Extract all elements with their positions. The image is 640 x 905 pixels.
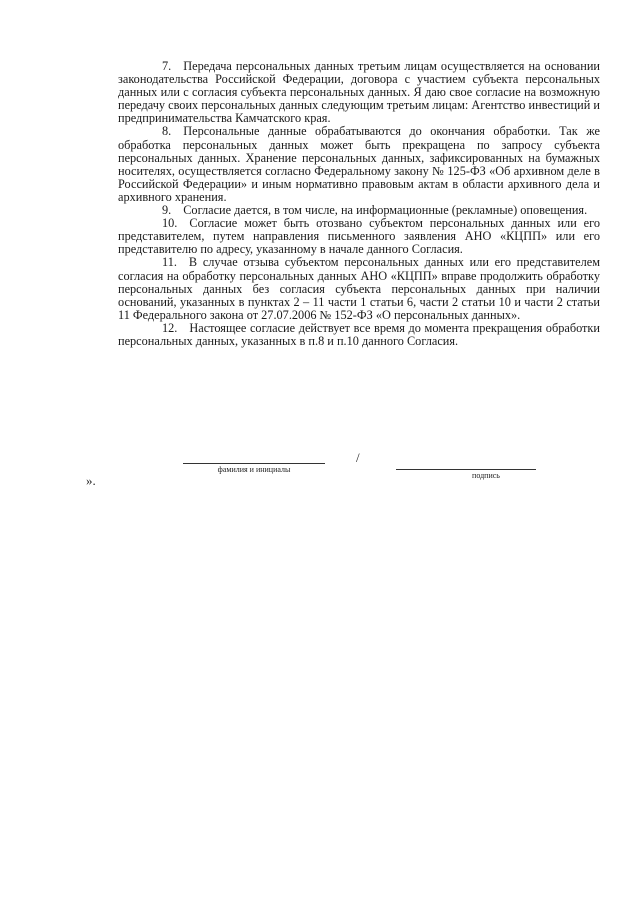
clause-text: Настоящее согласие действует все время до момента прекращения обработки персональных данных, указанных в п.8 и п.10 данного Согласия.: [118, 320, 600, 348]
clause-text: Согласие может быть отозвано субъектом персональных данных или его представителем, путем направления письменного заявления АНО «КЦПП» или его представителю по адресу, указанному в начале данного Согласия.: [118, 216, 600, 257]
clause-8: [118, 125, 600, 204]
closing-quote-mark: ».: [86, 473, 96, 488]
signature-separator: /: [356, 450, 360, 465]
signature-caption: подпись: [472, 471, 500, 480]
clause-text: В случае отзыва субъектом персональных данных или его представителем согласия на обработку персональных данных АНО «КЦПП» вправе продолжить обработку персональных данных без согласия субъекта персональных данных при наличии оснований, указанных в пунктах 2 – 11 части 1 статьи 6, части 2 статьи 10 и части 2 статьи 11 Федерального закона от 27.07.2006 № 152-ФЗ «О персональных данных».: [118, 255, 600, 322]
clause-10: [118, 217, 600, 256]
consent-clauses: [118, 60, 600, 348]
clause-number: 10.: [162, 216, 178, 231]
clause-number: 12.: [162, 320, 178, 335]
clause-12: [118, 322, 600, 348]
clause-11: [118, 256, 600, 321]
clause-number: 11.: [162, 255, 177, 270]
clause-text: Персональные данные обрабатываются до окончания обработки. Так же обработка персональных данных может быть прекращена по запросу субъекта персональных данных. Хранение персональных данных, зафиксированных на бумажных носителях, осуществляется согласно Федеральному закону № 125-ФЗ «Об архивном деле в Российской Федерации» и иным нормативно правовым актам в области архивного дела и архивного хранения.: [118, 124, 600, 204]
clause-number: 8.: [162, 124, 172, 139]
clause-number: 7.: [162, 59, 172, 73]
clause-number: 9.: [162, 203, 172, 218]
clause-text: Передача персональных данных третьим лицам осуществляется на основании законодательства Российской Федерации, договора с участием субъекта персональных данных или с согласия субъекта персональных данных. Я даю свое согласие на возможную передачу своих персональных данных следующим третьим лицам: Агентство инвестиций и предпринимательства Камчатского края.: [118, 59, 600, 126]
clause-7: [118, 60, 600, 125]
name-signature-line[interactable]: [183, 463, 325, 464]
clause-text: Согласие дается, в том числе, на информационные (рекламные) оповещения.: [183, 203, 588, 218]
signature-line[interactable]: [396, 469, 536, 470]
name-caption: фамилия и инициалы: [217, 465, 291, 474]
